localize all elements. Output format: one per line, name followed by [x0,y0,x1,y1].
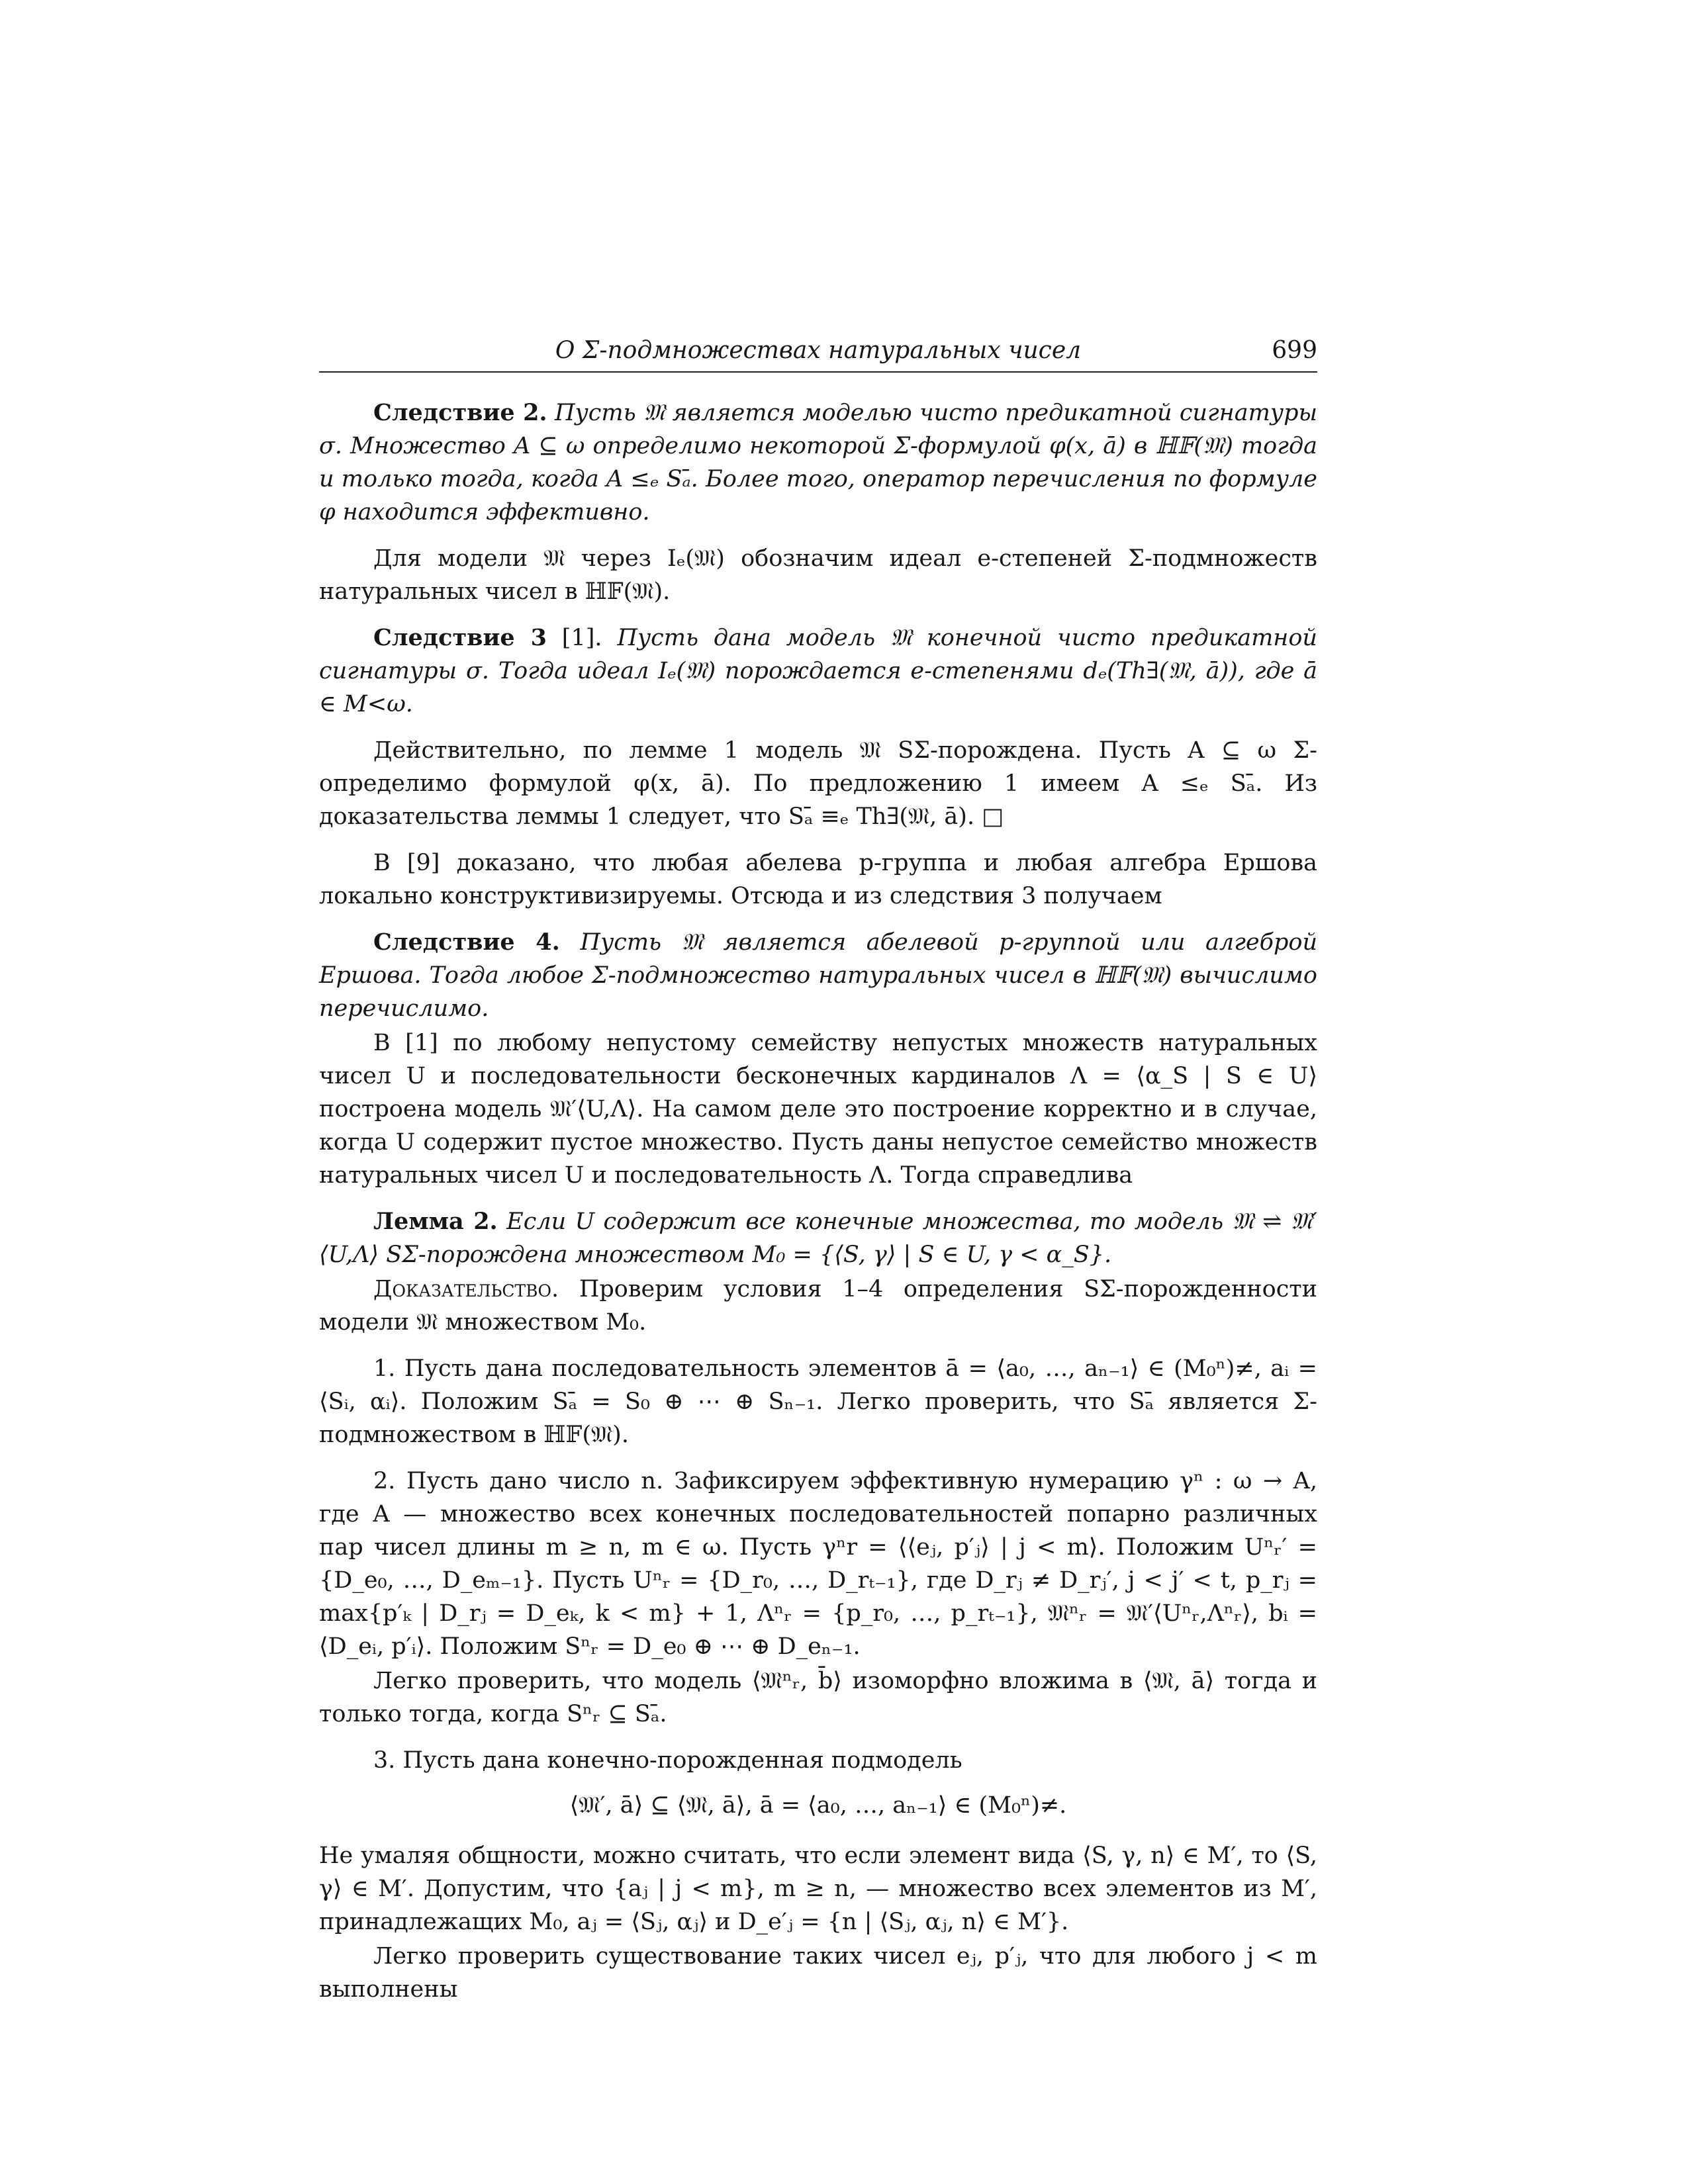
corollary-3-label: Следствие 3 [373,624,547,651]
proof-item-3: 3. Пусть дана конечно-порожденная подмодель [373,1747,962,1774]
lemma-2-label: Лемма 2. [373,1208,498,1235]
paragraph-generality: Не умаляя общности, можно считать, что если элемент вида ⟨S, γ, n⟩ ∈ M′, то ⟨S, γ⟩ ∈ M′. Допустим, что {aⱼ | j < m}, m ≥ n, — множество всех элементов из M′, принадлежащих M₀, aⱼ = ⟨Sⱼ, αⱼ⟩ и D_e′ⱼ = {n | ⟨Sⱼ, αⱼ, n⟩ ∈ M′}. [319,1843,1317,1935]
proof-text: Проверим условия 1–4 определения SΣ-порожденности модели 𝔐 множеством M₀. [319,1276,1317,1336]
corollary-4-text: Пусть 𝔐 является абелевой p-группой или алгеброй Ершова. Тогда любое Σ-подмножество натуральных чисел в ℍ𝔽(𝔐) вычислимо перечислимо. [319,929,1317,1022]
paragraph-construction: В [1] по любому непустому семейству непустых множеств натуральных чисел U и последовательности бесконечных кардиналов Λ = ⟨α_S | S ∈ U⟩ построена модель 𝔐′⟨U,Λ⟩. На самом деле это построение корректно и в случае, когда U содержит пустое множество. Пусть даны непустое семейство множеств натуральных чисел U и последовательность Λ. Тогда справедлива [319,1030,1317,1189]
paragraph-ershov: В [9] доказано, что любая абелева p-группа и любая алгебра Ершова локально конструктивизируемы. Отсюда и из следствия 3 получаем [319,850,1317,909]
paragraph-last: Легко проверить существование таких чисел eⱼ, p′ⱼ, что для любого j < m выполнены [319,1943,1317,2003]
corollary-2-label: Следствие 2. [373,399,547,426]
proof-intro [319,1273,1317,1339]
corollary-3-text: Пусть дана модель 𝔐 конечной чисто предикатной сигнатуры σ. Тогда идеал Iₑ(𝔐) порождается e-степенями dₑ(Th∃(𝔐, ā)), где ā ∈ M<ω. [319,625,1317,717]
page-body [319,396,1317,2006]
corollary-2-text: Пусть 𝔐 является моделью чисто предикатной сигнатуры σ. Множество A ⊆ ω определимо некоторой Σ-формулой φ(x, ā) в ℍ𝔽(𝔐) тогда и только тогда, когда A ≤ₑ Sₐ̄. Более того, оператор перечисления по формуле φ находится эффективно. [319,400,1317,525]
paper-page [319,334,1317,2019]
proof-item-2: 2. Пусть дано число n. Зафиксируем эффективную нумерацию γⁿ : ω → A, где A — множество всех конечных последовательностей попарно различных пар чисел длины m ≥ n, m ∈ ω. Пусть γⁿr = ⟨⟨eⱼ, p′ⱼ⟩ | j < m⟩. Положим Uⁿᵣ′ = {D_e₀, …, D_eₘ₋₁}. Пусть Uⁿᵣ = {D_r₀, …, D_rₜ₋₁}, где D_rⱼ ≠ D_rⱼ′, j < j′ < t, p_rⱼ = max{p′ₖ | D_rⱼ = D_eₖ, k < m} + 1, Λⁿᵣ = {p_r₀, …, p_rₜ₋₁}, 𝔐ⁿᵣ = 𝔐′⟨Uⁿᵣ,Λⁿᵣ⟩, bᵢ = ⟨D_eᵢ, p′ᵢ⟩. Положим Sⁿᵣ = D_e₀ ⊕ ⋯ ⊕ D_eₙ₋₁. [319,1468,1317,1660]
corollary-3-reference: [1]. [546,625,618,651]
display-formula: ⟨𝔐′, ā⟩ ⊆ ⟨𝔐, ā⟩, ā = ⟨a₀, …, aₙ₋₁⟩ ∈ (M₀ⁿ)≠. [569,1792,1067,1819]
corollary-2 [319,396,1317,529]
corollary-4 [319,926,1317,1025]
corollary-3 [319,621,1317,721]
running-title: О Σ-подмножествах натуральных чисел [555,337,1082,364]
proof-label: Доказательство. [373,1276,559,1302]
paragraph-proof-corollary-3: Действительно, по лемме 1 модель 𝔐 SΣ-порождена. Пусть A ⊆ ω Σ-определимо формулой φ(x, ā). По предложению 1 имеем A ≤ₑ Sₐ̄. Из доказательства леммы 1 следует, что Sₐ̄ ≡ₑ Th∃(𝔐, ā). □ [319,737,1317,830]
proof-item-1: 1. Пусть дана последовательность элементов ā = ⟨a₀, …, aₙ₋₁⟩ ∈ (M₀ⁿ)≠, aᵢ = ⟨Sᵢ, αᵢ⟩. Положим Sₐ̄ = S₀ ⊕ ⋯ ⊕ Sₙ₋₁. Легко проверить, что Sₐ̄ является Σ-подмножеством в ℍ𝔽(𝔐). [319,1355,1317,1448]
lemma-2 [319,1205,1317,1271]
running-header [319,334,1317,373]
lemma-2-text: Если U содержит все конечные множества, то модель 𝔐 ⇌ 𝔐′⟨U,Λ⟩ SΣ-порождена множеством M₀ = {⟨S, γ⟩ | S ∈ U, γ < α_S}. [319,1208,1317,1268]
page-number: 699 [1272,337,1317,364]
proof-item-2-continuation: Легко проверить, что модель ⟨𝔐ⁿᵣ, b̄⟩ изоморфно вложима в ⟨𝔐, ā⟩ тогда и только тогда, когда Sⁿᵣ ⊆ Sₐ̄. [319,1668,1317,1727]
corollary-4-label: Следствие 4. [373,929,560,956]
paragraph-ideal: Для модели 𝔐 через Iₑ(𝔐) обозначим идеал e-степеней Σ-подмножеств натуральных чисел в ℍ𝔽(𝔐). [319,545,1317,605]
